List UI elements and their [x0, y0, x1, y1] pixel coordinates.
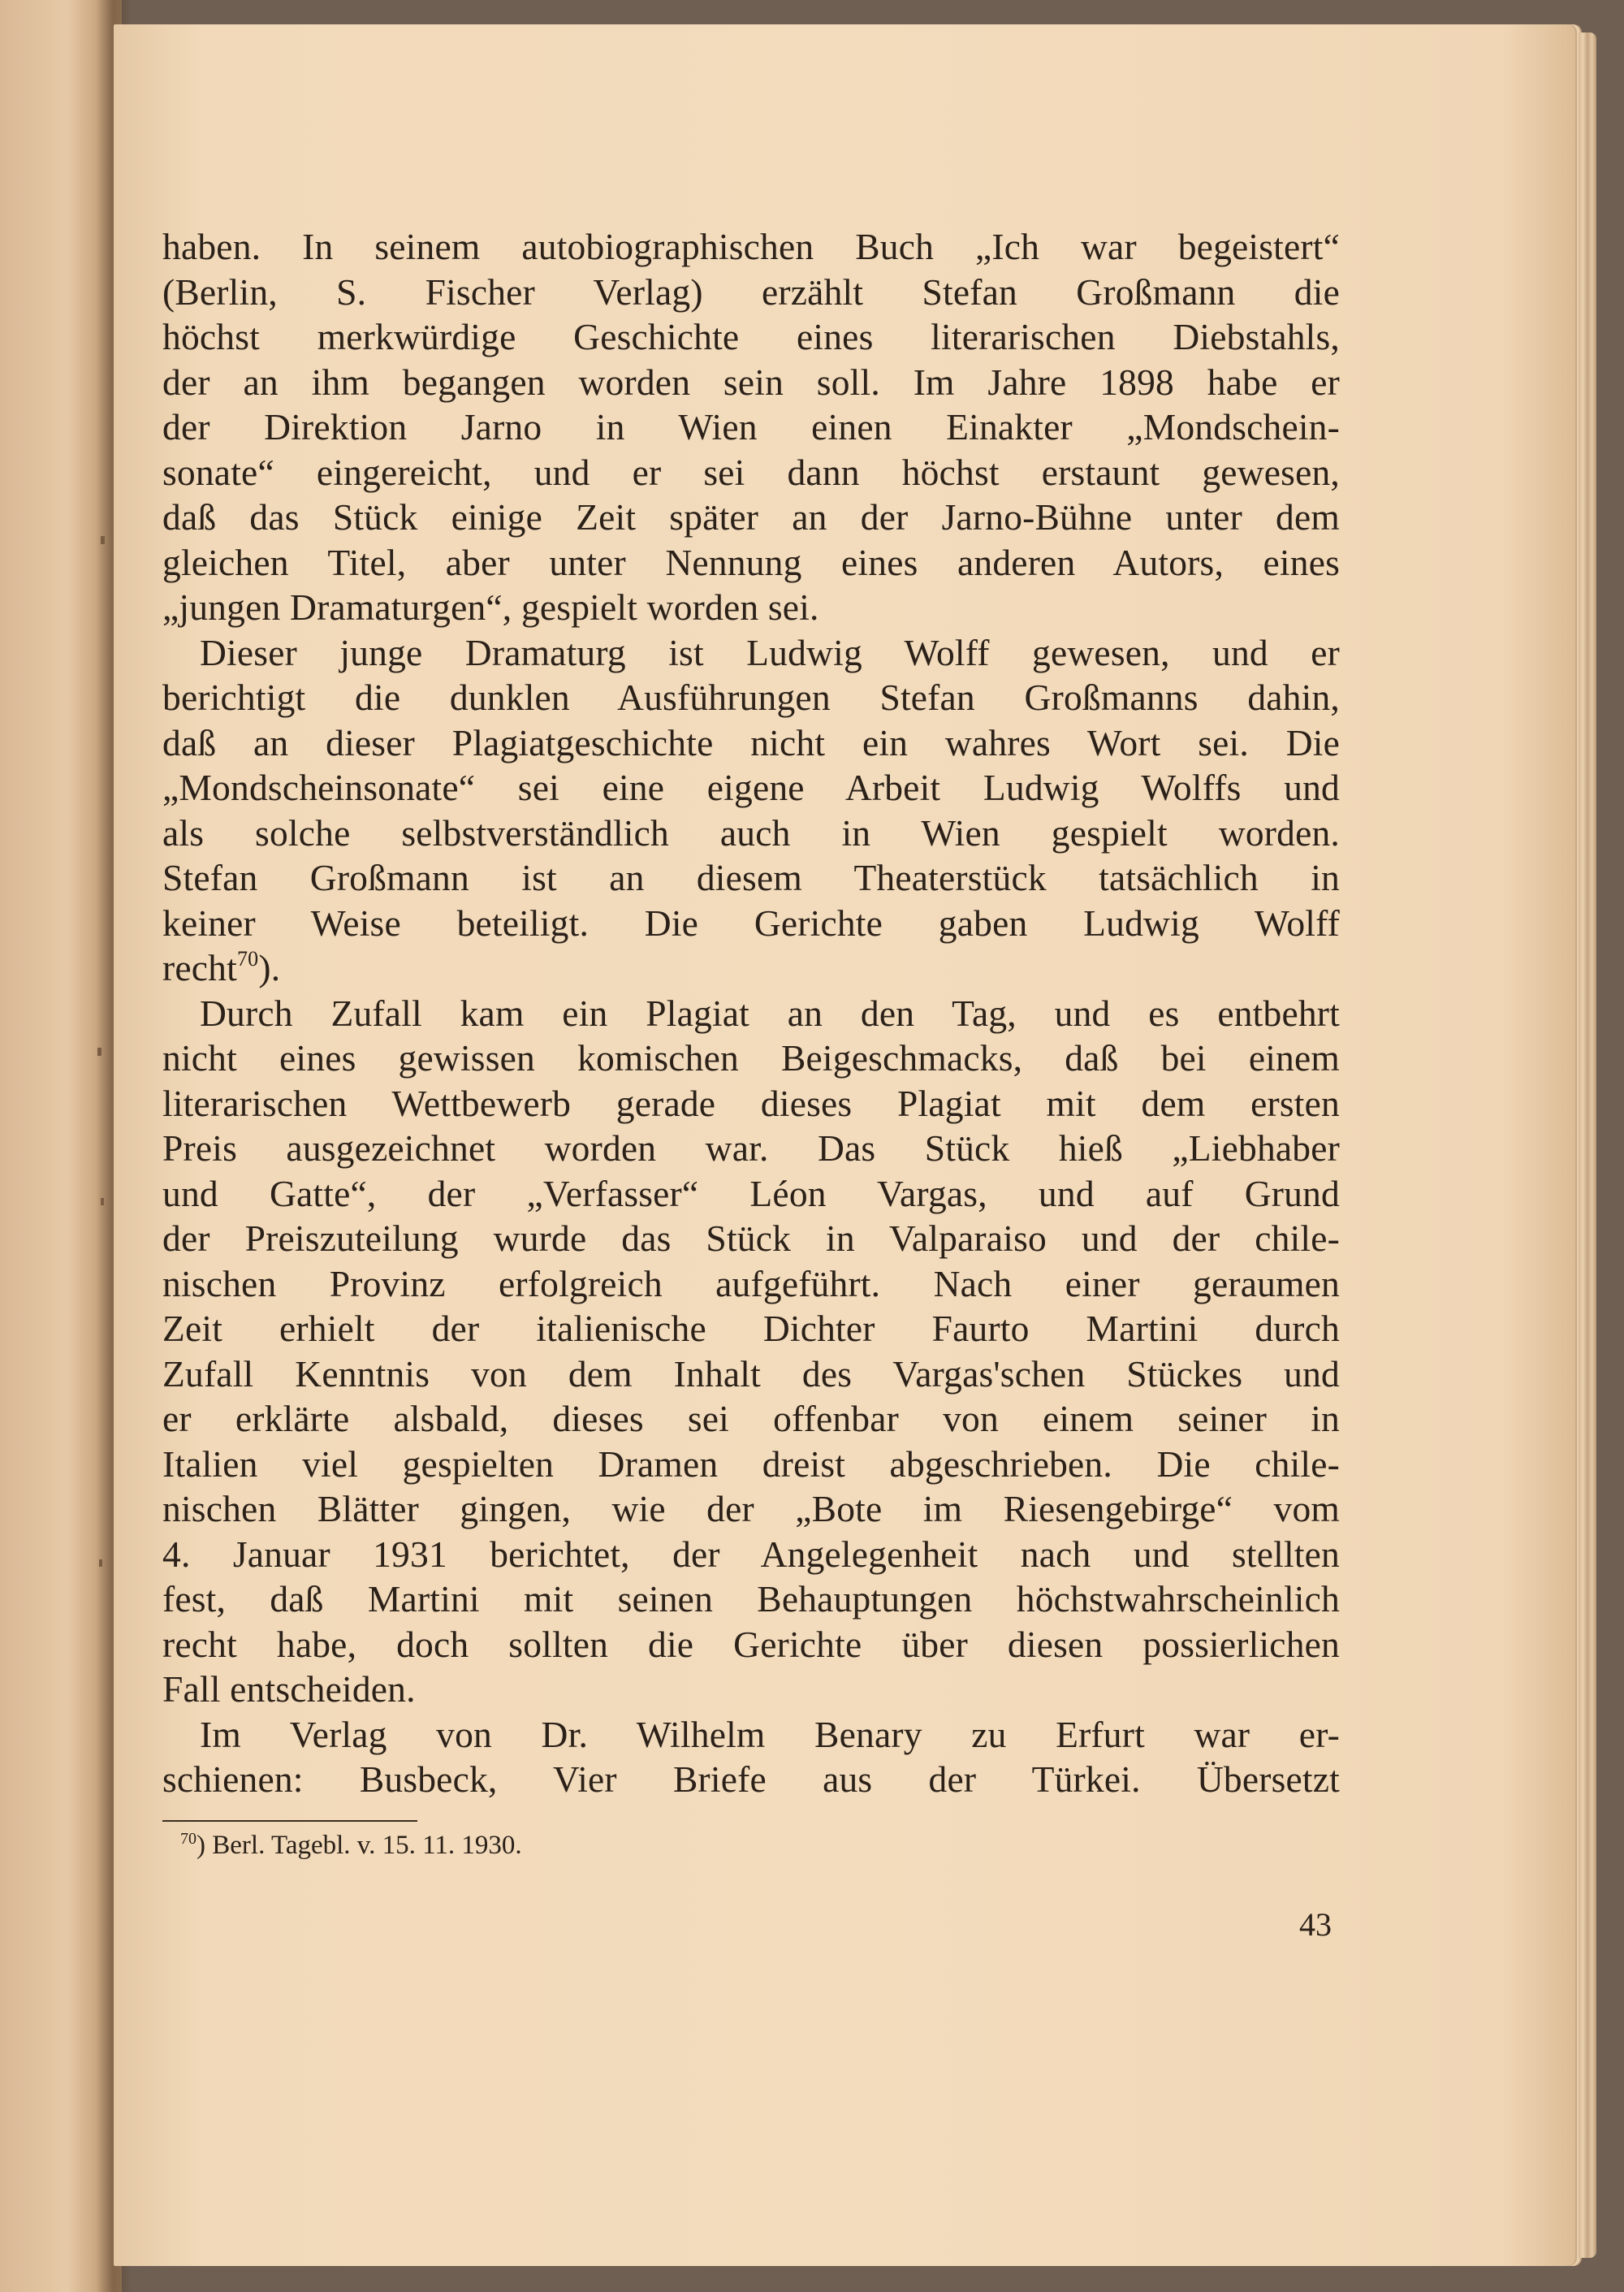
text-line: „jungen Dramaturgen“, gespielt worden sei.	[162, 586, 819, 628]
text-line: Preis ausgezeichnet worden war. Das Stück hieß „Liebhaber	[162, 1127, 1340, 1169]
text-line: nischen Provinz erfolgreich aufgeführt. Nach einer geraumen	[162, 1262, 1340, 1304]
footnote-text: Berl. Tagebl. v. 15. 11. 1930.	[205, 1831, 522, 1860]
speck	[101, 536, 105, 544]
text-line: Zeit erhielt der italienische Dichter Faurto Martini durch	[162, 1308, 1340, 1349]
text-line: höchst merkwürdige Geschichte eines literarischen Diebstahls,	[162, 316, 1340, 357]
text-line: der an ihm begangen worden sein soll. Im Jahre 1898 habe er	[162, 361, 1340, 403]
text-line: und Gatte“, der „Verfasser“ Léon Vargas, und auf Grund	[162, 1172, 1340, 1214]
footnote-marker-close: )	[197, 1831, 205, 1860]
text-line-with-footnote-ref	[162, 945, 1340, 991]
paragraph-1	[162, 224, 1340, 630]
footnote-reference: 70	[236, 947, 259, 971]
text-fragment: recht	[162, 947, 237, 988]
page-stack-edge	[1579, 32, 1596, 2258]
text-line: Italien viel gespielten Dramen dreist abgeschrieben. Die chile-	[162, 1442, 1340, 1485]
text-line: gleichen Titel, aber unter Nennung eines anderen Autors, eines	[162, 541, 1340, 583]
text-line: fest, daß Martini mit seinen Behauptungen höchstwahrscheinlich	[162, 1578, 1340, 1620]
footnote-marker: 70	[180, 1830, 197, 1848]
paragraph-4	[162, 1712, 1340, 1802]
footnote	[180, 1829, 522, 1862]
text-line: Fall entscheiden.	[162, 1668, 416, 1710]
text-fragment: ).	[258, 947, 281, 988]
footnote-divider	[162, 1820, 417, 1822]
speck	[99, 1559, 102, 1567]
text-line: Dieser junge Dramaturg ist Ludwig Wolff gewesen, und er	[200, 631, 1340, 673]
text-line: 4. Januar 1931 berichtet, der Angelegenheit nach und stellten	[162, 1533, 1340, 1575]
text-line: er erklärte alsbald, dieses sei offenbar von einem seiner in	[162, 1398, 1340, 1439]
text-line: daß das Stück einige Zeit später an der Jarno-Bühne unter dem	[162, 496, 1340, 538]
text-line: Stefan Großmann ist an diesem Theaterstück tatsächlich in	[162, 857, 1340, 898]
paper-specks	[89, 0, 114, 2292]
text-line: sonate“ eingereicht, und er sei dann höchst erstaunt gewesen,	[162, 451, 1340, 493]
text-line: schienen: Busbeck, Vier Briefe aus der Türkei. Übersetzt	[162, 1758, 1340, 1800]
speck	[101, 1198, 104, 1205]
text-line: literarischen Wettbewerb gerade dieses Plagiat mit dem ersten	[162, 1082, 1340, 1124]
text-line: Im Verlag von Dr. Wilhelm Benary zu Erfurt war er-	[200, 1713, 1340, 1755]
text-line: recht habe, doch sollten die Gerichte über diesen possierlichen	[162, 1623, 1340, 1665]
text-line: nischen Blätter gingen, wie der „Bote im Riesengebirge“ vom	[162, 1488, 1340, 1529]
text-line: als solche selbstverständlich auch in Wien gespielt worden.	[162, 811, 1340, 854]
text-line: der Direktion Jarno in Wien einen Einakter „Mondschein-	[162, 406, 1340, 448]
text-line: nicht eines gewissen komischen Beigeschmacks, daß bei einem	[162, 1037, 1340, 1079]
page-number: 43	[1299, 1906, 1332, 1943]
text-line: (Berlin, S. Fischer Verlag) erzählt Stefan Großmann die	[162, 270, 1340, 313]
text-line: „Mondscheinsonate“ sei eine eigene Arbeit Ludwig Wolffs und	[162, 767, 1340, 808]
paragraph-3	[162, 991, 1340, 1712]
text-line: haben. In seinem autobiographischen Buch „Ich war begeistert“	[162, 226, 1340, 267]
text-line: daß an dieser Plagiatgeschichte nicht ein wahres Wort sei. Die	[162, 721, 1340, 763]
text-line: keiner Weise beteiligt. Die Gerichte gaben Ludwig Wolff	[162, 902, 1340, 944]
text-line: berichtigt die dunklen Ausführungen Stefan Großmanns dahin,	[162, 677, 1340, 718]
speck	[97, 1048, 102, 1056]
text-line: Durch Zufall kam ein Plagiat an den Tag, und es entbehrt	[200, 992, 1340, 1034]
text-line: der Preiszuteilung wurde das Stück in Valparaiso und der chile-	[162, 1217, 1340, 1259]
body-text	[162, 224, 1340, 1802]
paragraph-2	[162, 630, 1340, 991]
text-line: Zufall Kenntnis von dem Inhalt des Vargas'schen Stückes und	[162, 1352, 1340, 1395]
